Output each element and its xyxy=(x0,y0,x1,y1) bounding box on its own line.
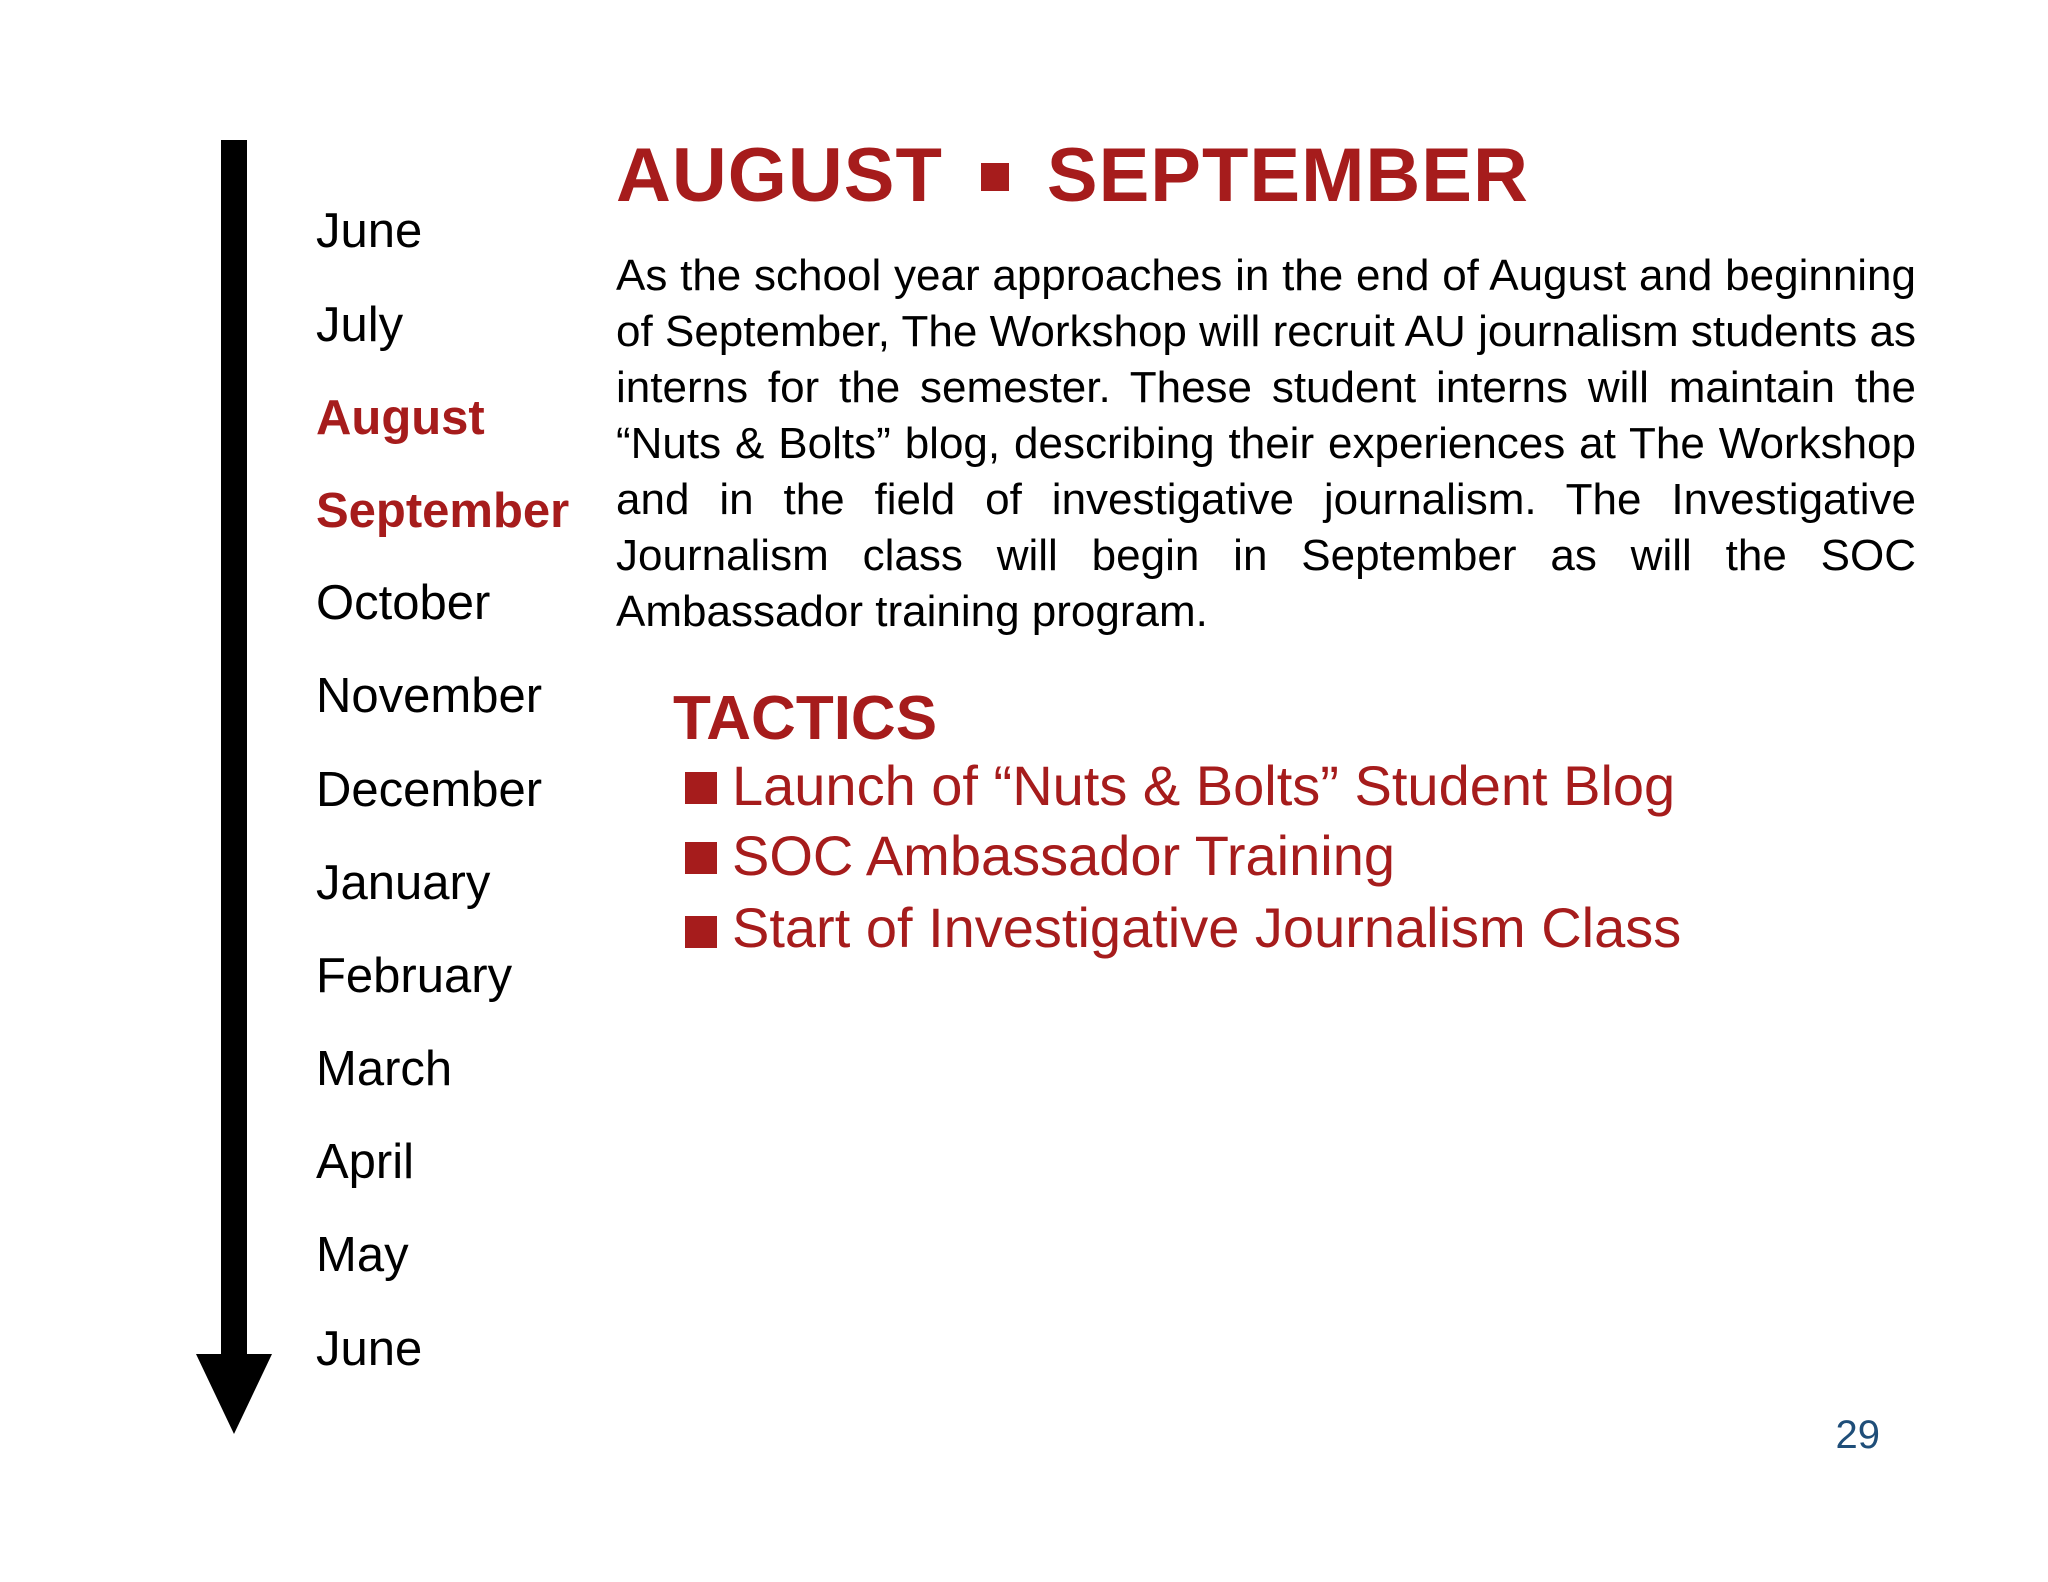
tactic-item xyxy=(685,820,1681,892)
timeline-arrow-shaft xyxy=(221,140,247,1360)
month-april: April xyxy=(316,1135,415,1189)
month-march: March xyxy=(316,1042,453,1096)
month-june-end: June xyxy=(316,1322,423,1376)
month-july: July xyxy=(316,298,404,352)
month-january: January xyxy=(316,856,491,910)
body-paragraph: As the school year approaches in the end of August and beginning of September, The Workshop will recruit AU journalism students as interns for the semester. These student interns will maintain the “Nuts & Bolts” blog, describing their experiences at The Workshop and in the field of investigative journalism. The Investigative Journalism class will begin in September as will the SOC Ambassador training program. xyxy=(616,251,1916,636)
month-february: February xyxy=(316,949,513,1003)
tactic-label: Launch of “Nuts & Bolts” Student Blog xyxy=(732,754,1676,817)
down-arrow-icon xyxy=(196,1354,272,1434)
tactic-label: SOC Ambassador Training xyxy=(732,824,1395,887)
month-october: October xyxy=(316,576,491,630)
tactic-label: Start of Investigative Journalism Class xyxy=(732,896,1682,959)
square-bullet-icon xyxy=(685,916,717,948)
month-august: August xyxy=(316,391,485,445)
month-december: December xyxy=(316,763,543,817)
tactics-list xyxy=(685,752,1681,964)
month-may: May xyxy=(316,1228,409,1282)
month-june: June xyxy=(316,204,423,258)
page-number: 29 xyxy=(1835,1413,1880,1457)
title-august: AUGUST xyxy=(616,133,943,218)
square-bullet-icon xyxy=(685,772,717,804)
square-bullet-icon xyxy=(981,163,1009,191)
tactic-item xyxy=(685,892,1681,964)
page-title xyxy=(616,130,1529,222)
month-november: November xyxy=(316,669,543,723)
square-bullet-icon xyxy=(685,842,717,874)
tactics-heading: TACTICS xyxy=(673,684,938,753)
tactic-item xyxy=(685,752,1681,820)
title-september: SEPTEMBER xyxy=(1046,133,1529,218)
month-september: September xyxy=(316,484,570,538)
month-list xyxy=(316,0,616,1400)
